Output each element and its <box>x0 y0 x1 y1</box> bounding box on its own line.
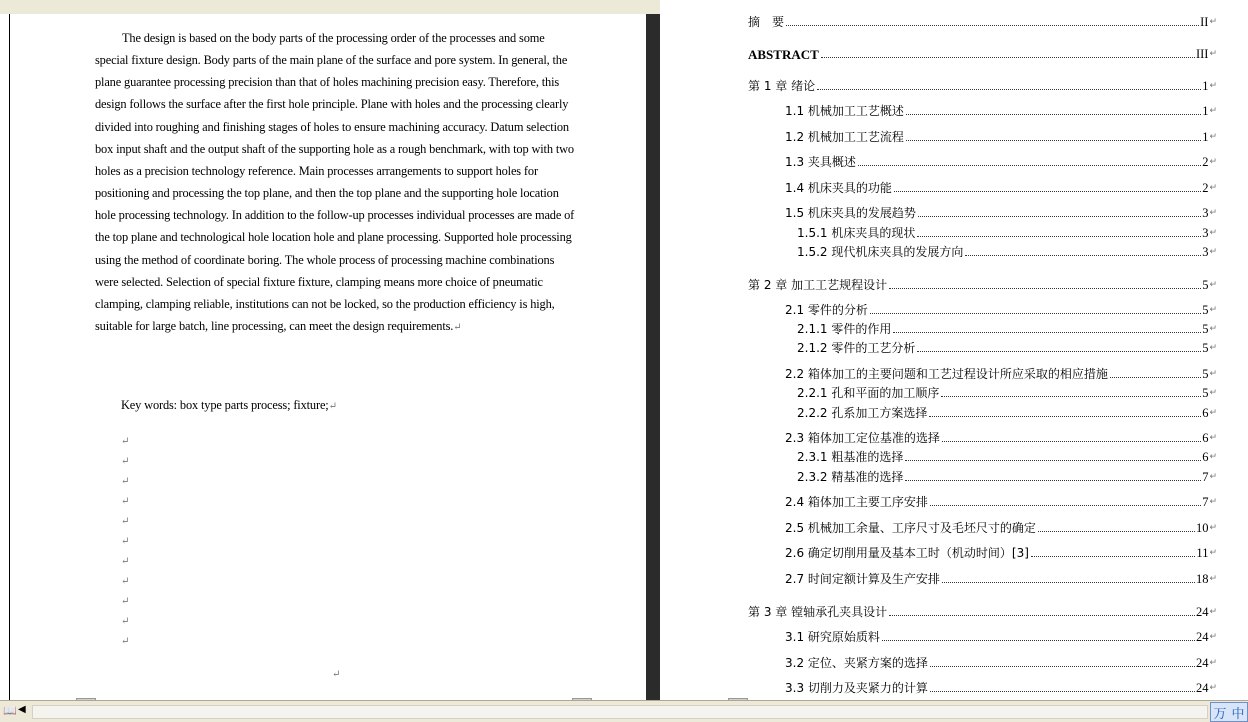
paragraph-mark: ↵ <box>1209 408 1217 418</box>
toc-entry-page: 1 <box>1202 104 1209 118</box>
toc-entry-page: 5 <box>1202 367 1209 381</box>
paragraph-mark: ↵ <box>121 536 130 547</box>
toc-entry-page: 2 <box>1202 181 1209 195</box>
toc-entry[interactable] <box>797 406 1217 421</box>
toc-leader-dots <box>941 396 1201 397</box>
toc-entry[interactable] <box>797 341 1217 356</box>
book-icon[interactable]: 📖 <box>3 705 17 717</box>
toc-entry-title: 2.3.1 粗基准的选择 <box>797 450 904 464</box>
toc-leader-dots <box>858 165 1201 166</box>
toc-entry-page: 5 <box>1202 341 1209 355</box>
toc-leader-dots <box>905 480 1201 481</box>
paragraph-mark: ↵ <box>1209 607 1217 617</box>
toc-entry[interactable] <box>748 605 1217 620</box>
keywords-text: Key words: box type parts process; fixture; <box>121 398 329 412</box>
toc-leader-dots <box>893 332 1201 333</box>
paragraph-mark: ↵ <box>121 636 130 647</box>
toc-entry-title: 1.1 机械加工工艺概述 <box>785 104 904 118</box>
paragraph-mark: ↵ <box>121 616 130 627</box>
toc-entry[interactable] <box>785 431 1217 446</box>
keywords-line <box>121 396 337 416</box>
toc-leader-dots <box>930 666 1195 667</box>
toc-leader-dots <box>786 25 1199 26</box>
toc-entry-title: 2.5 机械加工余量、工序尺寸及毛坯尺寸的确定 <box>785 521 1036 535</box>
toc-entry-title: 1.5.2 现代机床夹具的发展方向 <box>797 245 964 259</box>
paragraph-mark: ↵ <box>1209 81 1217 91</box>
toc-entry-title: 第 3 章 镗轴承孔夹具设计 <box>748 605 888 619</box>
toc-entry-title: 2.1.2 零件的工艺分析 <box>797 341 916 355</box>
toc-entry-title: 第 1 章 绪论 <box>748 79 816 93</box>
toc-entry-title: 3.3 切削力及夹紧力的计算 <box>785 681 928 695</box>
toc-entry-page: 6 <box>1202 431 1209 445</box>
paragraph-mark: ↵ <box>121 436 130 447</box>
toc-entry-page: III <box>1195 47 1209 61</box>
paragraph-mark: ↵ <box>1209 49 1217 59</box>
paragraph-mark: ↵ <box>1209 632 1217 642</box>
paragraph-mark: ↵ <box>1209 497 1217 507</box>
toc-entry-page: 1 <box>1202 130 1209 144</box>
paragraph-mark: ↵ <box>1209 183 1217 193</box>
paragraph-mark: ↵ <box>121 496 130 507</box>
toc-leader-dots <box>889 615 1195 616</box>
paragraph-mark: ↵ <box>121 456 130 467</box>
toc-entry-page: 3 <box>1202 226 1209 240</box>
toc-entry[interactable] <box>748 278 1217 293</box>
toc-leader-dots <box>882 640 1195 641</box>
paragraph-mark: ↵ <box>121 576 130 587</box>
paragraph-mark: ↵ <box>1209 280 1217 290</box>
toc-leader-dots <box>918 216 1201 217</box>
abstract-text: The design is based on the body parts of the processing order of the processes and some special fixture design. Body parts of the main plane of the surface and pore system. In general, the plane guarantee processing precision than that of holes machining precision easy. Therefore, this design follows the surface after the first hole principle. Plane with holes and the processing clearly divided into roughing and finishing stages of holes to ensure machining accuracy. Datum selection box input shaft and the output shaft of the supporting hole as a rough benchmark, with top with two holes as a precision technology reference. Main processes arrangements to support holes for positioning and processing the top plane, and then the top plane and the supporting hole location hole processing technology. In addition to the follow-up processes individual processes are made of the top plane and technological hole location hole and plane processing. Supported hole processing using the method of coordinate boring. The whole process of processing machine combinations were selected. Selection of special fixture fixture, clamping means more choice of pneumatic clamping, clamping reliable, institutions can not be locked, so the production efficiency is high, suitable for large batch, line processing, can meet the design requirements. <box>95 31 575 334</box>
toc-entry-title: 2.3 箱体加工定位基准的选择 <box>785 431 940 445</box>
toc-leader-dots <box>1031 556 1196 557</box>
toc-entry[interactable] <box>797 245 1217 260</box>
status-bar <box>0 700 1248 722</box>
toc-leader-dots <box>821 57 1195 58</box>
toc-entry[interactable] <box>797 226 1217 241</box>
horizontal-scrollbar[interactable] <box>32 705 1208 719</box>
toc-leader-dots <box>942 582 1195 583</box>
ime-language-icon[interactable]: 中 <box>1231 706 1245 722</box>
paragraph-mark: ↵ <box>1209 132 1217 142</box>
toc-leader-dots <box>930 505 1201 506</box>
toc-entry-title: ABSTRACT <box>748 47 819 62</box>
toc-entry-page: 24 <box>1195 681 1209 695</box>
paragraph-mark: ↵ <box>1209 388 1217 398</box>
toc-entry-page: 6 <box>1202 406 1209 420</box>
paragraph-mark: ↵ <box>1209 228 1217 238</box>
toc-leader-dots <box>1110 377 1201 378</box>
toc-leader-dots <box>929 416 1201 417</box>
toc-entry-title: 1.4 机床夹具的功能 <box>785 181 892 195</box>
paragraph-mark: ↵ <box>1209 106 1217 116</box>
scroll-left-arrow-icon[interactable]: ◀ <box>18 704 26 715</box>
toc-entry-title: 2.2 箱体加工的主要问题和工艺过程设计所应采取的相应措施 <box>785 367 1108 381</box>
toc-leader-dots <box>889 288 1201 289</box>
toc-entry-page: 7 <box>1202 495 1209 509</box>
toc-leader-dots <box>870 313 1201 314</box>
toc-entry-page: 3 <box>1202 245 1209 259</box>
toc-entry[interactable] <box>785 155 1217 170</box>
toc-leader-dots <box>906 140 1201 141</box>
paragraph-mark: ↵ <box>332 669 341 680</box>
toc-entry-page: 5 <box>1202 278 1209 292</box>
toc-entry-title: 1.3 夹具概述 <box>785 155 856 169</box>
paragraph-mark: ↵ <box>1209 548 1217 558</box>
paragraph-mark: ↵ <box>1209 247 1217 257</box>
toc-entry[interactable] <box>797 322 1217 337</box>
toc-entry[interactable] <box>785 181 1217 196</box>
toc-entry-page: 5 <box>1202 386 1209 400</box>
toc-entry-title: 1.2 机械加工工艺流程 <box>785 130 904 144</box>
toc-entry[interactable] <box>785 303 1217 318</box>
toc-entry-title: 2.2.1 孔和平面的加工顺序 <box>797 386 940 400</box>
toc-entry-title: 2.4 箱体加工主要工序安排 <box>785 495 928 509</box>
toc-entry[interactable] <box>785 521 1217 536</box>
toc-leader-dots <box>930 691 1195 692</box>
toc-entry-title: 第 2 章 加工工艺规程设计 <box>748 278 888 292</box>
toc-entry-page: 6 <box>1202 450 1209 464</box>
toc-entry-page: 18 <box>1195 572 1209 586</box>
paragraph-mark: ↵ <box>1209 683 1217 693</box>
toc-entry-page: 24 <box>1195 605 1209 619</box>
toc-entry-page: 3 <box>1202 206 1209 220</box>
toc-entry-page: 1 <box>1202 79 1209 93</box>
paragraph-mark: ↵ <box>121 596 130 607</box>
toc-entry[interactable] <box>785 572 1217 587</box>
toc-leader-dots <box>905 460 1201 461</box>
toc-entry-page: 7 <box>1202 470 1209 484</box>
toc-entry-page: 5 <box>1202 303 1209 317</box>
paragraph-mark: ↵ <box>1209 343 1217 353</box>
toc-leader-dots <box>942 441 1201 442</box>
toc-entry-title: 1.5 机床夹具的发展趋势 <box>785 206 916 220</box>
toc-entry-title: 摘 要 <box>748 15 785 29</box>
toc-entry[interactable] <box>748 15 1217 30</box>
paragraph-mark: ↵ <box>1209 305 1217 315</box>
paragraph-mark: ↵ <box>121 556 130 567</box>
ime-mode-icon[interactable]: 万 <box>1213 706 1227 722</box>
toc-entry-title: 1.5.1 机床夹具的现状 <box>797 226 916 240</box>
paragraph-mark: ↵ <box>1209 157 1217 167</box>
toc-leader-dots <box>817 89 1201 90</box>
paragraph-mark: ↵ <box>328 401 337 412</box>
paragraph-mark: ↵ <box>1209 17 1217 27</box>
paragraph-mark: ↵ <box>1209 452 1217 462</box>
toc-leader-dots <box>965 255 1201 256</box>
toc-entry-page: 2 <box>1202 155 1209 169</box>
paragraph-mark: ↵ <box>1209 523 1217 533</box>
paragraph-mark: ↵ <box>121 516 130 527</box>
ime-indicator[interactable] <box>1210 702 1248 722</box>
toc-entry-title: 2.6 确定切削用量及基本工时（机动时间）[3] <box>785 546 1029 560</box>
toc-entry-title: 3.1 研究原始质料 <box>785 630 880 644</box>
abstract-paragraph <box>95 27 575 339</box>
toc-entry[interactable] <box>797 450 1217 465</box>
toc-entry-page: 24 <box>1195 656 1209 670</box>
toc-entry-page: 24 <box>1195 630 1209 644</box>
toc-entry[interactable] <box>785 104 1217 119</box>
document-page-abstract[interactable] <box>10 14 646 700</box>
toc-entry[interactable] <box>785 681 1217 696</box>
paragraph-mark: ↵ <box>1209 472 1217 482</box>
toc-entry-title: 2.1 零件的分析 <box>785 303 868 317</box>
toc-entry-title: 3.2 定位、夹紧方案的选择 <box>785 656 928 670</box>
toc-entry[interactable] <box>797 470 1217 485</box>
toc-leader-dots <box>917 351 1201 352</box>
toc-entry[interactable] <box>785 546 1217 561</box>
page-gap <box>646 14 660 700</box>
paragraph-mark: ↵ <box>1209 574 1217 584</box>
toc-entry[interactable] <box>797 386 1217 401</box>
paragraph-mark: ↵ <box>1209 369 1217 379</box>
toc-entry-title: 2.7 时间定额计算及生产安排 <box>785 572 940 586</box>
paragraph-mark: ↵ <box>1209 208 1217 218</box>
toc-entry[interactable] <box>785 630 1217 645</box>
toc-leader-dots <box>894 191 1201 192</box>
paragraph-mark: ↵ <box>453 322 462 334</box>
toc-entry[interactable] <box>785 495 1217 510</box>
toc-entry[interactable] <box>748 47 1217 62</box>
toc-entry-page: II <box>1200 15 1209 29</box>
toc-entry[interactable] <box>748 79 1217 94</box>
toc-entry-title: 2.1.1 零件的作用 <box>797 322 892 336</box>
toc-entry-page: 5 <box>1202 322 1209 336</box>
toc-entry[interactable] <box>785 130 1217 145</box>
toc-entry[interactable] <box>785 206 1217 221</box>
toc-entry[interactable] <box>785 367 1217 382</box>
toc-entry-page: 11 <box>1196 546 1209 560</box>
paragraph-mark: ↵ <box>1209 433 1217 443</box>
left-page-margin <box>0 14 10 700</box>
document-page-toc[interactable] <box>660 0 1248 700</box>
toc-entry-title: 2.2.2 孔系加工方案选择 <box>797 406 928 420</box>
paragraph-mark: ↵ <box>121 476 130 487</box>
toc-entry-page: 10 <box>1195 521 1209 535</box>
toc-leader-dots <box>1038 531 1195 532</box>
toc-leader-dots <box>917 236 1201 237</box>
paragraph-mark: ↵ <box>1209 324 1217 334</box>
toc-entry[interactable] <box>785 656 1217 671</box>
toc-entry-title: 2.3.2 精基准的选择 <box>797 470 904 484</box>
paragraph-mark: ↵ <box>1209 658 1217 668</box>
toc-leader-dots <box>906 114 1201 115</box>
